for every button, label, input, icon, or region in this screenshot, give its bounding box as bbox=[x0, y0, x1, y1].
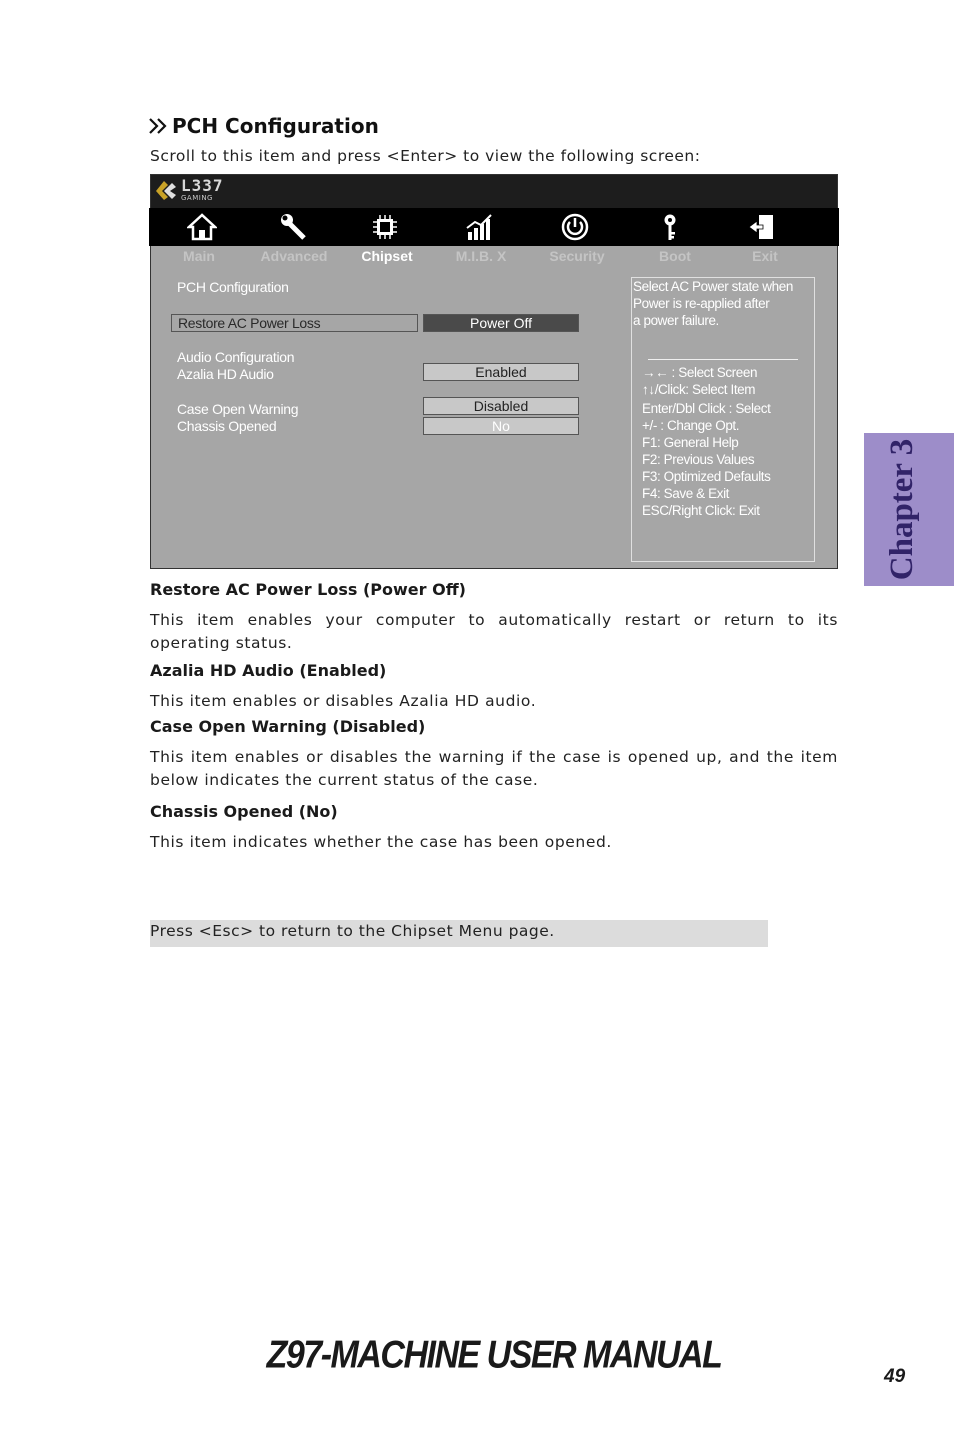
restore-ac-value[interactable]: Power Off bbox=[423, 314, 579, 332]
tab-mibx[interactable]: M.I.B. X bbox=[455, 248, 507, 264]
help-key-line: Enter/Dbl Click : Select bbox=[642, 401, 771, 416]
double-chevron-icon bbox=[148, 117, 170, 135]
help-key-line: F3: Optimized Defaults bbox=[642, 469, 771, 484]
case-open-value[interactable]: Disabled bbox=[423, 397, 579, 415]
help-divider bbox=[648, 359, 798, 360]
chip-icon[interactable] bbox=[367, 211, 403, 243]
chart-icon[interactable] bbox=[462, 211, 498, 243]
restore-ac-label: Restore AC Power Loss bbox=[178, 315, 321, 331]
help-key-line: ↑↓/Click: Select Item bbox=[642, 382, 756, 397]
bios-page-heading: PCH Configuration bbox=[177, 279, 289, 295]
help-key-line: →← : Select Screen bbox=[642, 365, 758, 380]
section-title bbox=[148, 114, 379, 138]
desc-heading: Chassis Opened (No) bbox=[150, 802, 338, 821]
bios-screenshot bbox=[150, 174, 838, 569]
section-title-text: PCH Configuration bbox=[172, 114, 379, 138]
tab-main[interactable]: Main bbox=[183, 248, 215, 264]
desc-heading: Case Open Warning (Disabled) bbox=[150, 717, 426, 736]
bios-icon-bar bbox=[149, 208, 839, 246]
desc-text: This item enables or disables Azalia HD audio. bbox=[150, 692, 537, 710]
tab-chipset[interactable]: Chipset bbox=[361, 248, 413, 264]
audio-config-label[interactable]: Audio Configuration bbox=[177, 349, 295, 365]
key-icon[interactable] bbox=[652, 211, 688, 243]
help-desc-line: a power failure. bbox=[633, 313, 719, 328]
tab-boot[interactable]: Boot bbox=[659, 248, 691, 264]
case-open-label[interactable]: Case Open Warning bbox=[177, 401, 299, 417]
help-panel bbox=[631, 277, 815, 562]
restore-ac-row[interactable] bbox=[171, 314, 418, 332]
help-key-line: ESC/Right Click: Exit bbox=[642, 503, 760, 518]
azalia-label[interactable]: Azalia HD Audio bbox=[177, 366, 274, 382]
logo-mark-icon bbox=[154, 179, 178, 201]
wrench-icon[interactable] bbox=[275, 211, 311, 243]
chapter-tab bbox=[864, 433, 954, 586]
esc-note: Press <Esc> to return to the Chipset Menu page. bbox=[150, 920, 768, 947]
power-icon[interactable] bbox=[557, 211, 593, 243]
bios-title-bar bbox=[151, 175, 837, 208]
help-key-line: F4: Save & Exit bbox=[642, 486, 730, 501]
desc-heading: Azalia HD Audio (Enabled) bbox=[150, 661, 387, 680]
desc-text: This item enables or disables the warning if the case is opened up, and the item below indicates the current status of the case. bbox=[150, 748, 838, 789]
page-number: 49 bbox=[884, 1366, 906, 1387]
help-key-line: F1: General Help bbox=[642, 435, 739, 450]
help-desc-line: Power is re-applied after bbox=[633, 296, 770, 311]
logo-subtext: GAMING bbox=[181, 194, 213, 202]
tab-security[interactable]: Security bbox=[549, 248, 605, 264]
tab-exit[interactable]: Exit bbox=[752, 248, 778, 264]
chapter-label: Chapter 3 bbox=[884, 438, 921, 581]
tab-advanced[interactable]: Advanced bbox=[260, 248, 328, 264]
desc-text: This item indicates whether the case has been opened. bbox=[150, 833, 612, 851]
chassis-label: Chassis Opened bbox=[177, 418, 277, 434]
azalia-value[interactable]: Enabled bbox=[423, 363, 579, 381]
desc-heading: Restore AC Power Loss (Power Off) bbox=[150, 580, 466, 599]
help-key-line: F2: Previous Values bbox=[642, 452, 755, 467]
bios-logo bbox=[154, 178, 224, 202]
logo-text: L337 bbox=[181, 176, 224, 195]
help-key-line: +/- : Change Opt. bbox=[642, 418, 740, 433]
chassis-value: No bbox=[423, 417, 579, 435]
manual-title: Z97-MACHINE USER MANUAL bbox=[266, 1333, 722, 1377]
help-desc-line: Select AC Power state when bbox=[633, 279, 793, 294]
desc-text: This item enables your computer to automatically restart or return to its operating status. bbox=[150, 611, 838, 652]
exit-door-icon[interactable] bbox=[743, 211, 779, 243]
intro-text: Scroll to this item and press <Enter> to view the following screen: bbox=[150, 147, 701, 165]
home-icon[interactable] bbox=[184, 211, 220, 243]
